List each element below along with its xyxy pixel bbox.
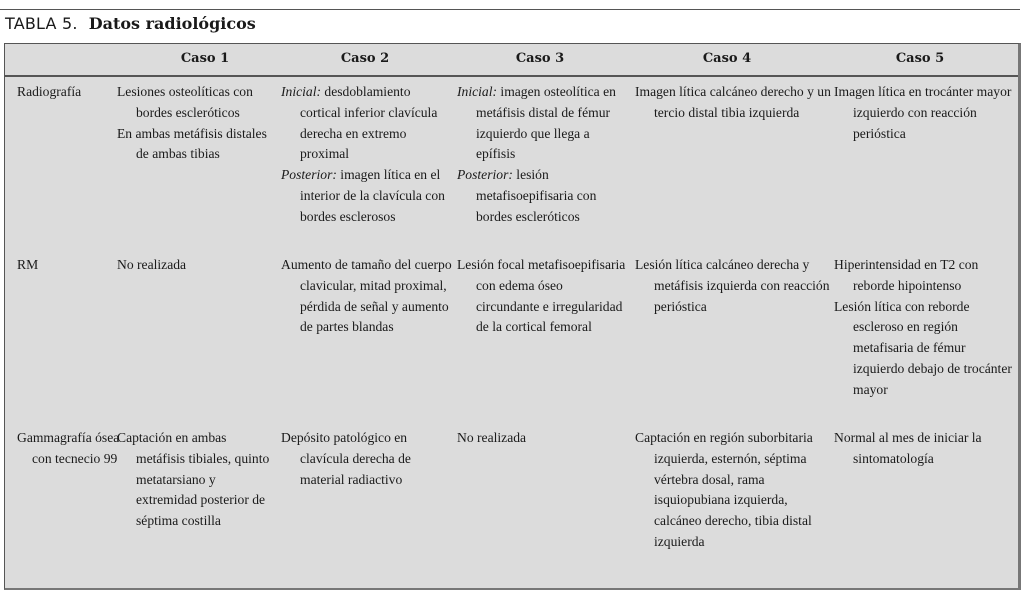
cell-text: Lesión lítica con reborde escleroso en región metafisaria de fémur izquierdo debajo de trocánter mayor — [834, 298, 1012, 397]
cell-text: imagen osteolítica en metáfisis distal de fémur izquierdo que llega a epífisis — [476, 84, 616, 162]
cell-paragraph — [457, 165, 629, 227]
cell-paragraph — [635, 428, 831, 553]
table-header-row — [5, 44, 1018, 77]
cell-paragraph — [117, 428, 275, 532]
cell-text: lesión metafisoepifisaria con bordes escleróticos — [476, 167, 597, 224]
cell-paragraph — [834, 428, 1016, 470]
cell-text: Imagen lítica en trocánter mayor izquierdo con reacción perióstica — [834, 84, 1012, 141]
table-cell — [457, 255, 629, 338]
cell-lead-label: Posterior: — [281, 167, 337, 183]
cell-text: desdoblamiento cortical inferior clavícula derecha en extremo proximal — [300, 84, 438, 162]
row-label: RM — [17, 257, 39, 272]
table-cell — [834, 255, 1016, 401]
cell-paragraph — [281, 255, 453, 338]
table-cell — [457, 428, 629, 449]
row-label: Radiografía — [17, 84, 82, 99]
cell-paragraph — [281, 428, 453, 490]
table-cell — [281, 255, 453, 338]
cell-paragraph — [834, 82, 1016, 144]
cell-paragraph — [281, 165, 453, 227]
cell-paragraph — [635, 255, 831, 317]
cell-text: Lesiones osteolíticas con bordes escleróticos — [117, 84, 253, 120]
cell-paragraph — [281, 82, 453, 165]
column-header-caso-1: Caso 1 — [180, 51, 230, 66]
table-cell — [117, 82, 275, 165]
cell-paragraph — [457, 428, 629, 449]
cell-text: Hiperintensidad en T2 con reborde hipointenso — [834, 257, 979, 293]
row-label: Gammagrafía ósea con tecnecio 99 — [17, 430, 120, 466]
cell-text: imagen lítica en el interior de la clavícula con bordes esclerosos — [300, 167, 445, 224]
table-cell — [117, 428, 275, 532]
cell-paragraph — [834, 297, 1016, 401]
cell-text: Lesión focal metafisoepifisaria con edema óseo circundante e irregularidad de la cortical femoral — [457, 257, 626, 335]
table-cell — [635, 82, 831, 124]
radiology-table — [4, 43, 1021, 590]
column-header-caso-2: Caso 2 — [340, 51, 390, 66]
cell-paragraph — [457, 255, 629, 338]
cell-lead-label: Inicial: — [457, 84, 498, 99]
table-cell — [281, 82, 453, 228]
table-cell — [834, 82, 1016, 144]
cell-text: Imagen lítica calcáneo derecho y un tercio distal tibia izquierda — [635, 84, 831, 120]
cell-paragraph — [117, 124, 275, 166]
cell-lead-label: Posterior: — [457, 167, 513, 183]
table-number: TABLA 5. — [5, 14, 78, 33]
cell-text: Aumento de tamaño del cuerpo clavicular, mitad proximal, pérdida de señal y aumento de partes blandas — [281, 257, 452, 335]
top-rule — [0, 9, 1020, 10]
cell-paragraph — [117, 255, 275, 276]
cell-text: En ambas metáfisis distales de ambas tibias — [117, 125, 267, 162]
cell-paragraph — [834, 255, 1016, 297]
table-caption — [5, 14, 256, 33]
table-title: Datos radiológicos — [88, 14, 256, 33]
column-header-caso-4: Caso 4 — [702, 51, 752, 66]
table-cell — [117, 255, 275, 276]
cell-text: No realizada — [117, 257, 187, 272]
cell-text: Captación en región suborbitaria izquierda, esternón, séptima vértebra dosal, rama isquiopubiana izquierda, calcáneo derecho, tibia distal izquierda — [635, 430, 813, 549]
cell-text: Lesión lítica calcáneo derecha y metáfisis izquierda con reacción perióstica — [635, 257, 830, 314]
cell-text: Depósito patológico en clavícula derecha de material radiactivo — [281, 430, 411, 487]
cell-text: No realizada — [457, 430, 527, 445]
column-header-caso-5: Caso 5 — [895, 51, 945, 66]
table-cell — [457, 82, 629, 228]
column-header-caso-3: Caso 3 — [515, 51, 565, 66]
table-cell — [834, 428, 1016, 470]
cell-text: Captación en ambas metáfisis tibiales, quinto metatarsiano y extremidad posterior de séptima costilla — [117, 430, 270, 529]
table-cell — [635, 255, 831, 317]
table-cell — [635, 428, 831, 553]
cell-paragraph — [635, 82, 831, 124]
cell-paragraph — [457, 82, 629, 165]
cell-text: Normal al mes de iniciar la sintomatología — [834, 430, 982, 466]
cell-lead-label: Inicial: — [281, 84, 322, 99]
cell-paragraph — [117, 82, 275, 124]
table-cell — [281, 428, 453, 490]
